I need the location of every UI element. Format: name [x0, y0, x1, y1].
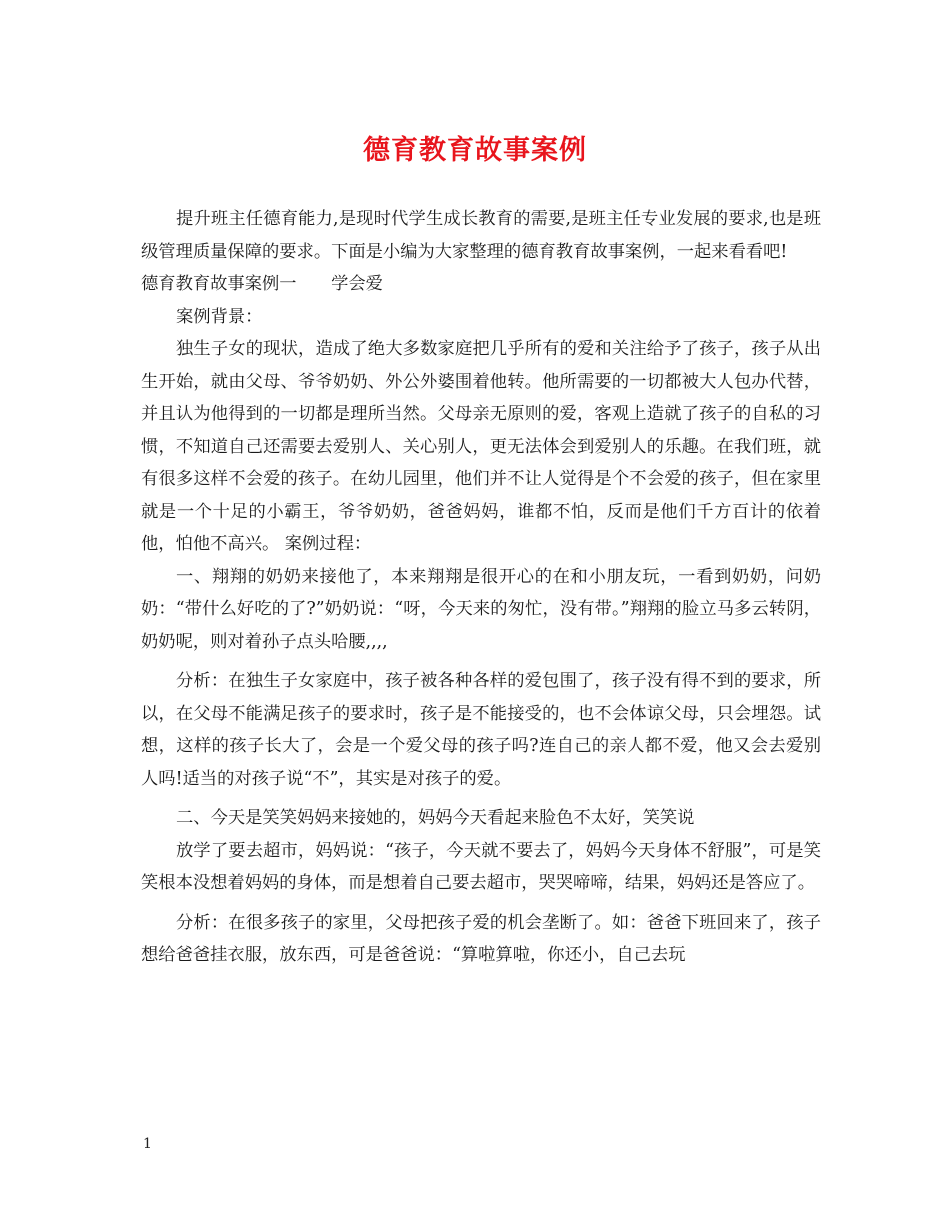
page-number: 1	[143, 1136, 152, 1152]
document-body	[141, 203, 821, 972]
background-label: 案例背景：	[176, 306, 263, 327]
event-one-paragraph: 一、翔翔的奶奶来接他了，本来翔翔是很开心的在和小朋友玩，一看到奶奶，问奶奶：“带什么好吃的了?”奶奶说：“呀，今天来的匆忙，没有带。”翔翔的脸立马多云转阴，奶奶呢，则对着孙子点头哈腰,,,,	[141, 566, 821, 652]
event-two-continued-paragraph: 放学了要去超市，妈妈说：“孩子，今天就不要去了，妈妈今天身体不舒服”，可是笑笑根本没想着妈妈的身体，而是想着自己要去超市，哭哭啼啼，结果，妈妈还是答应了。	[141, 840, 821, 893]
event-two-paragraph: 二、今天是笑笑妈妈来接她的，妈妈今天看起来脸色不太好，笑笑说	[176, 808, 695, 828]
intro-paragraph: 提升班主任德育能力,是现时代学生成长教育的需要,是班主任专业发展的要求,也是班级管理质量保障的要求。下面是小编为大家整理的德育教育故事案例，一起来看看吧!	[141, 209, 821, 262]
case-heading: 德育教育故事案例一 学会爱	[141, 274, 383, 294]
analysis-two-paragraph: 分析：在很多孩子的家里，父母把孩子爱的机会垄断了。如：爸爸下班回来了，孩子想给爸爸挂衣服，放东西，可是爸爸说：“算啦算啦，你还小，自己去玩	[141, 912, 821, 965]
background-paragraph: 独生子女的现状，造成了绝大多数家庭把几乎所有的爱和关注给予了孩子，孩子从出生开始，就由父母、爷爷奶奶、外公外婆围着他转。他所需要的一切都被大人包办代替，并且认为他得到的一切都是理所当然。父母亲无原则的爱，客观上造就了孩子的自私的习惯，不知道自己还需要去爱别人、关心别人，更无法体会到爱别人的乐趣。在我们班，就有很多这样不会爱的孩子。在幼儿园里，他们并不让人觉得是个不会爱的孩子，但在家里就是一个十足的小霸王，爷爷奶奶，爸爸妈妈，谁都不怕，反而是他们千方百计的依着他，怕他不高兴。 案例过程：	[141, 339, 821, 554]
analysis-one-paragraph: 分析：在独生子女家庭中，孩子被各种各样的爱包围了，孩子没有得不到的要求，所以，在父母不能满足孩子的要求时，孩子是不能接受的，也不会体谅父母，只会埋怨。试想，这样的孩子长大了，会是一个爱父母的孩子吗?连自己的亲人都不爱，他又会去爱别人吗!适当的对孩子说“不”，其实是对孩子的爱。	[141, 671, 821, 789]
document-title: 德育教育故事案例	[363, 135, 587, 166]
